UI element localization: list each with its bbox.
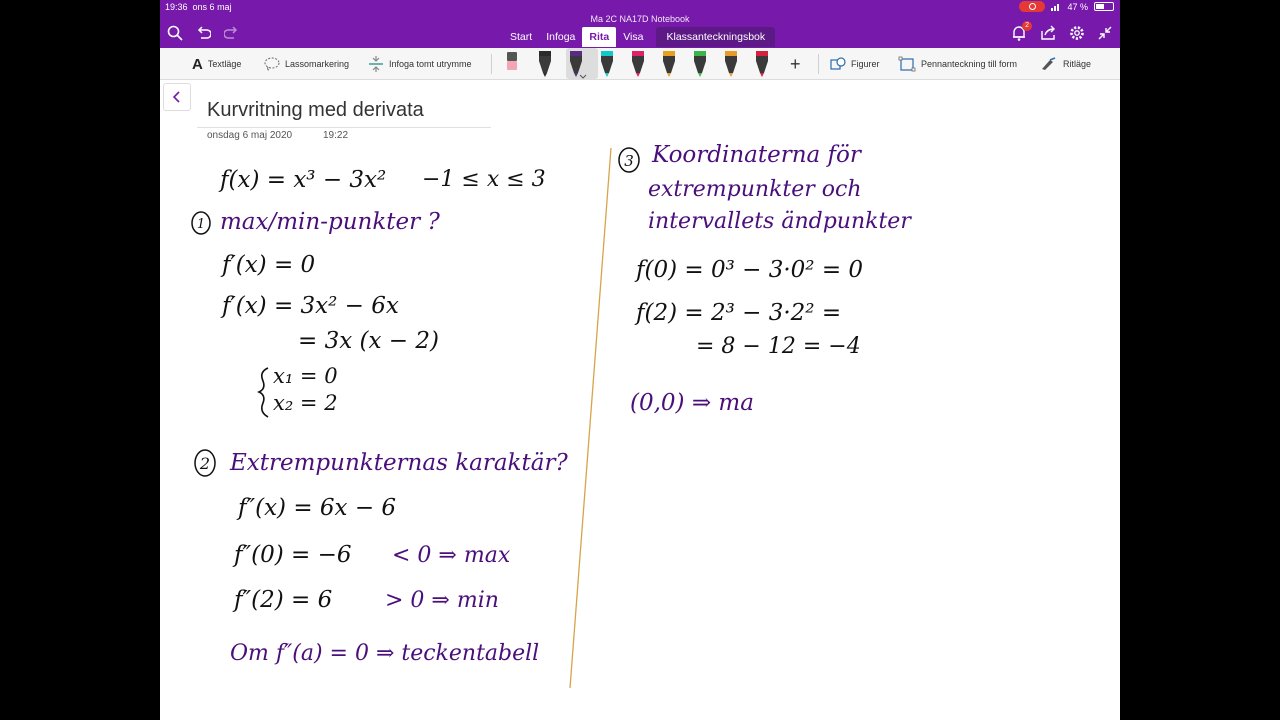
page-date: onsdag 6 maj 2020 (207, 130, 293, 141)
share-icon[interactable] (1039, 24, 1057, 42)
battery-percent: 47 % (1067, 1, 1088, 12)
ink-value-at-2: f(2) = 2³ − 3·2² = (636, 300, 842, 326)
collapse-icon[interactable] (1096, 24, 1114, 42)
page-title[interactable]: Kurvritning med derivata (207, 99, 424, 121)
tab-infoga[interactable]: Infoga (546, 31, 576, 43)
bell-icon[interactable] (1010, 24, 1028, 42)
svg-text:1: 1 (196, 217, 206, 232)
status-indicators (1019, 1, 1114, 12)
ink-sign-table-note: Om f″(a) = 0 ⇒ teckentabell (230, 641, 540, 666)
shapes-button[interactable] (830, 54, 880, 74)
draw-ribbon (160, 48, 1120, 80)
pen-6[interactable] (694, 51, 706, 77)
insert-space-icon (368, 55, 384, 73)
ink-second-derivative: f″(x) = 6x − 6 (238, 495, 397, 521)
redo-icon[interactable] (223, 24, 241, 42)
ink-question-3-line-3: intervallets ändpunkter (648, 209, 911, 234)
circled-number-1 (192, 212, 210, 234)
ink-question-1: max/min-punkter ? (220, 209, 440, 235)
ink-to-shape-icon (898, 56, 916, 72)
battery-icon (1094, 2, 1114, 11)
shapes-label: Figurer (851, 59, 880, 69)
svg-text:2: 2 (199, 454, 211, 473)
chevron-down-icon[interactable] (580, 75, 586, 78)
search-icon[interactable] (166, 24, 184, 42)
ink-to-shape-button[interactable] (898, 54, 1017, 74)
tab-visa[interactable]: Visa (623, 31, 644, 43)
ink-max-conclusion: < 0 ⇒ max (392, 543, 511, 568)
page-time: 19:22 (323, 130, 349, 141)
pen-palette[interactable] (536, 49, 776, 79)
ink-value-at-0: f(0) = 0³ − 3·0² = 0 (636, 257, 864, 283)
ink-min-conclusion: > 0 ⇒ min (385, 588, 499, 613)
tab-start[interactable]: Start (510, 31, 533, 43)
screen-record-icon (1019, 1, 1045, 12)
draw-mode-label: Ritläge (1063, 59, 1092, 69)
ink-derivative: f′(x) = 3x² − 6x (222, 293, 399, 319)
ink-derivative-zero: f′(x) = 0 (222, 252, 316, 278)
eraser-tool[interactable] (503, 49, 521, 77)
ink-value-at-2-result: = 8 − 12 = −4 (696, 334, 861, 359)
lasso-icon (264, 57, 280, 71)
pen-1[interactable] (539, 51, 551, 77)
lasso-label: Lassomarkering (285, 59, 350, 69)
ink-to-shape-label: Pennanteckning till form (921, 59, 1018, 69)
lasso-select-button[interactable] (264, 54, 349, 74)
draw-mode-button[interactable] (1040, 54, 1091, 74)
insert-space-button[interactable] (368, 54, 472, 74)
status-date: ons 6 maj (192, 2, 232, 12)
chevron-left-icon (172, 91, 182, 103)
insert-space-label: Infoga tomt utrymme (389, 59, 472, 69)
status-time (165, 2, 232, 12)
ink-root-2: x₂ = 2 (273, 391, 338, 415)
signal-icon (1051, 3, 1061, 11)
notification-badge: 2 (1022, 21, 1032, 31)
circled-number-2 (195, 450, 215, 476)
pen-5[interactable] (663, 51, 675, 77)
title-underline (197, 127, 491, 128)
ink-domain: −1 ≤ x ≤ 3 (422, 167, 546, 192)
ribbon-tabs (503, 27, 775, 47)
title-bar (160, 0, 1120, 48)
ink-question-3-line-1: Koordinaterna för (652, 142, 861, 168)
add-pen-button[interactable]: + (790, 53, 801, 74)
status-clock: 19:36 (165, 2, 188, 12)
ink-question-3-line-2: extrempunkter och (648, 177, 862, 202)
circled-number-3 (619, 148, 639, 172)
ribbon-divider (818, 54, 819, 74)
pen-8[interactable] (756, 51, 768, 77)
text-mode-label: Textläge (207, 59, 242, 69)
pen-7[interactable] (725, 51, 737, 77)
ink-question-2: Extrempunkternas karaktär? (230, 450, 568, 476)
ink-function-definition: f(x) = x³ − 3x² (220, 167, 387, 193)
shapes-icon (830, 57, 846, 71)
back-button[interactable] (163, 83, 191, 111)
tab-klassanteckningsbok[interactable]: Klassanteckningsbok (656, 27, 775, 47)
svg-text:3: 3 (624, 152, 634, 170)
notebook-title: Ma 2C NA17D Notebook (590, 14, 690, 24)
ink-point-conclusion: (0,0) ⇒ ma (630, 390, 754, 416)
pen-3[interactable] (601, 51, 613, 77)
draw-mode-icon (1040, 57, 1058, 71)
bracket-stroke (259, 368, 268, 417)
tab-rita[interactable]: Rita (582, 27, 616, 47)
pen-2[interactable] (570, 51, 582, 77)
onenote-window (160, 0, 1120, 720)
ink-root-1: x₁ = 0 (273, 364, 338, 388)
ink-second-derivative-at-0: f″(0) = −6 (234, 542, 352, 568)
undo-icon[interactable] (194, 24, 212, 42)
text-mode-button[interactable] (192, 54, 241, 74)
ribbon-divider (491, 54, 492, 74)
ink-second-derivative-at-2: f″(2) = 6 (234, 587, 333, 613)
column-divider-stroke (570, 148, 611, 688)
pen-4[interactable] (632, 51, 644, 77)
text-mode-icon: A (192, 55, 203, 73)
ink-factorized: = 3x (x − 2) (298, 328, 439, 354)
gear-icon[interactable] (1068, 24, 1086, 42)
